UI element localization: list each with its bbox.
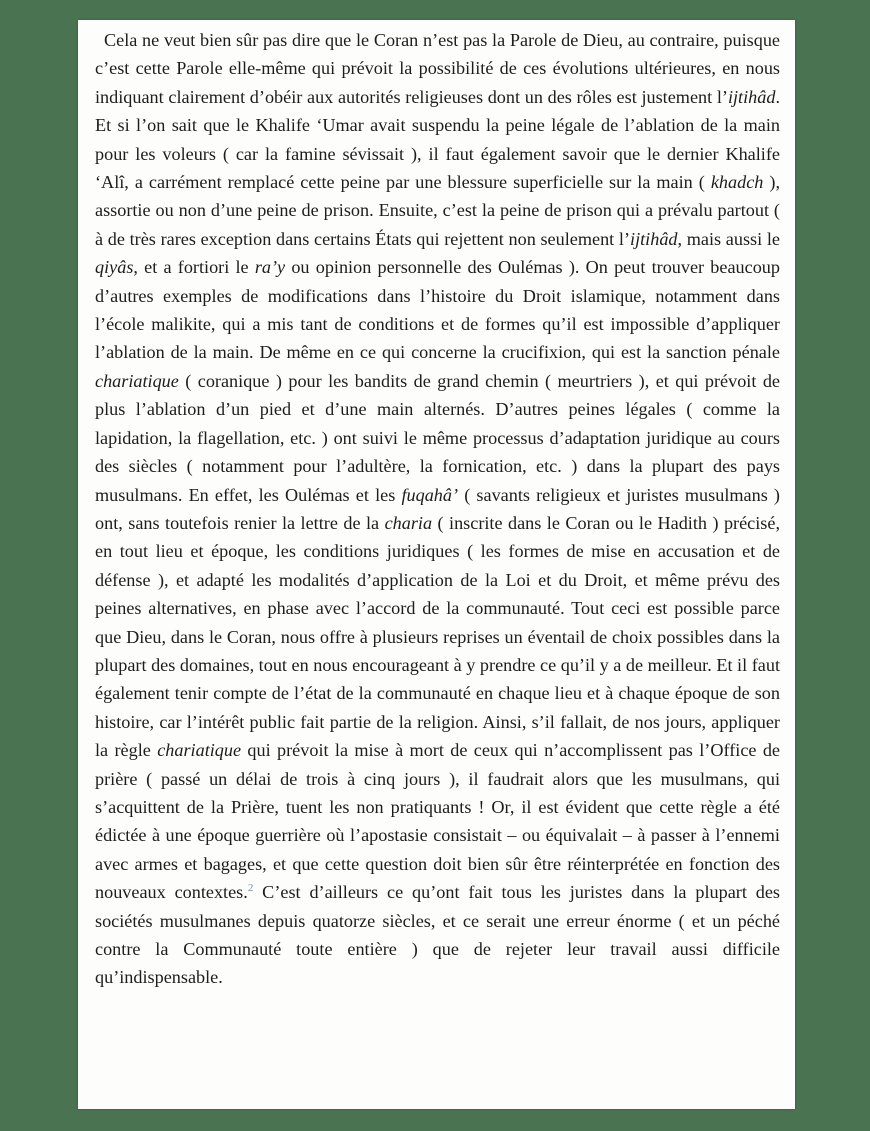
text-segment: qui prévoit la mise à mort de ceux qui n’accomplissent pas l’Office de prière ( passé un délai de trois à cinq jours ), il faudrait alors que les musulmans, qui s’acquittent de la Prière, tuent les non pratiquants ! Or, il est évident que cette règle a été édictée à une époque guerrière où l’apostasie consistait – ou équivalait – à passer à l’ennemi avec armes et bagages, et que cette question doit bien sûr être réinterprétée en fonction des nouveaux contextes. [95, 740, 780, 903]
book-page [78, 20, 795, 1109]
paragraph [95, 26, 780, 992]
text-segment: . Et si l’on sait que le Khalife ‘Umar avait suspendu la peine légale de l’ablation de la main pour les voleurs ( car la famine sévissait ), il faut également savoir que le dernier Khalife ‘Alî, a carrément remplacé cette peine par une blessure superficielle sur la main ( [95, 86, 780, 193]
text-segment: , et a fortiori le [133, 257, 255, 278]
italic-term-chariatique: chariatique [157, 740, 242, 761]
footnote-reference-link[interactable]: 2 [247, 882, 254, 895]
text-segment: ou opinion personnelle des Oulémas ). On peut trouver beaucoup d’autres exemples de modifications dans l’histoire du Droit islamique, notamment dans l’école malikite, qui a mis tant de conditions et de formes qu’il est impossible d’appliquer l’ablation de la main. De même en ce qui concerne la crucifixion, qui est la sanction pénale [95, 257, 780, 363]
text-segment: C’est d’ailleurs ce qu’ont fait tous les juristes dans la plupart des sociétés musulmanes depuis quatorze siècles, et ce serait une erreur énorme ( et un péché contre la Communauté toute entière ) que de rejeter leur travail aussi difficile qu’indispensable. [95, 882, 780, 988]
italic-term-chariatique: chariatique [95, 370, 179, 391]
text-segment: , mais aussi le [677, 228, 780, 249]
text-segment: ( savants religieux et juristes musulmans ) ont, sans toutefois renier la lettre de la [95, 484, 780, 533]
italic-term-charia: charia [384, 512, 433, 533]
text-segment: Cela ne veut bien sûr pas dire que le Coran n’est pas la Parole de Dieu, au contraire, puisque c’est cette Parole elle-même qui prévoit la possibilité de ces évolutions ultérieures, en nous indiquant clairement d’obéir aux autorités religieuses dont un des rôles est justement l’ [95, 30, 780, 107]
italic-term-qiyas: qiyâs [95, 257, 134, 278]
text-segment: ( inscrite dans le Coran ou le Hadith ) précisé, en tout lieu et époque, les conditions juridiques ( les formes de mise en accusation et de défense ), et adapté les modalités d’application de la Loi et du Droit, et même prévu des peines alternatives, en phase avec l’accord de la communauté. Tout ceci est possible parce que Dieu, dans le Coran, nous offre à plusieurs reprises un éventail de choix possibles dans la plupart des domaines, tout en nous encourageant à y prendre ce qu’il y a de meilleur. Et il faut également tenir compte de l’état de la communauté en chaque lieu et à chaque époque de son histoire, car l’intérêt public fait partie de la religion. Ainsi, s’il fallait, de nos jours, appliquer la règle [95, 512, 780, 761]
text-segment: ( coranique ) pour les bandits de grand chemin ( meurtriers ), et qui prévoit de plus l’ablation d’un pied et d’une main alternés. D’autres peines légales ( comme la lapidation, la flagellation, etc. ) ont suivi le même processus d’adaptation juridique au cours des siècles ( notamment pour l’adultère, la fornication, etc. ) dans la plupart des pays musulmans. En effet, les Oulémas et les [95, 370, 780, 505]
text-segment: ), assortie ou non d’une peine de prison. Ensuite, c’est la peine de prison qui a prévalu partout ( à de très rares exception dans certains États qui rejettent non seulement l’ [95, 172, 781, 249]
italic-term-khadch: khadch [710, 172, 764, 193]
italic-term-ijtihad: ijtihâd [630, 228, 678, 249]
italic-term-ijtihad: ijtihâd [727, 86, 776, 107]
italic-term-fuqaha: fuqahâ’ [401, 484, 459, 505]
italic-term-ray: ra’y [254, 257, 286, 278]
